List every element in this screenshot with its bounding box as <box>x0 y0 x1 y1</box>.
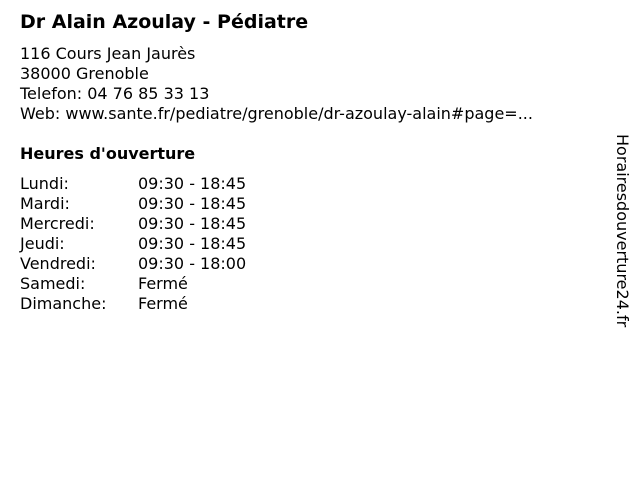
page-title: Dr Alain Azoulay - Pédiatre <box>20 11 309 33</box>
day-label: Dimanche: <box>20 294 107 313</box>
day-label: Vendredi: <box>20 254 96 273</box>
day-label: Lundi: <box>20 174 69 193</box>
phone-number: Telefon: 04 76 85 33 13 <box>20 84 210 103</box>
time-value: 09:30 - 18:00 <box>138 254 247 273</box>
brand-watermark <box>612 134 634 374</box>
day-label: Jeudi: <box>20 234 65 253</box>
time-value: Fermé <box>138 294 188 313</box>
contact-block <box>20 44 533 124</box>
day-label: Mercredi: <box>20 214 95 233</box>
brand-text: Horairesdouverture24.fr <box>613 134 632 328</box>
opening-hours-heading: Heures d'ouverture <box>20 144 196 163</box>
address-street: 116 Cours Jean Jaurès <box>20 44 196 63</box>
time-value: 09:30 - 18:45 <box>138 194 247 213</box>
time-value: 09:30 - 18:45 <box>138 214 247 233</box>
address-city: 38000 Grenoble <box>20 64 149 83</box>
website-link[interactable]: Web: www.sante.fr/pediatre/grenoble/dr-azoulay-alain#page=... <box>20 104 533 123</box>
time-value: 09:30 - 18:45 <box>138 234 247 253</box>
time-value: 09:30 - 18:45 <box>138 174 247 193</box>
time-value: Fermé <box>138 274 188 293</box>
day-label: Samedi: <box>20 274 86 293</box>
day-label: Mardi: <box>20 194 70 213</box>
